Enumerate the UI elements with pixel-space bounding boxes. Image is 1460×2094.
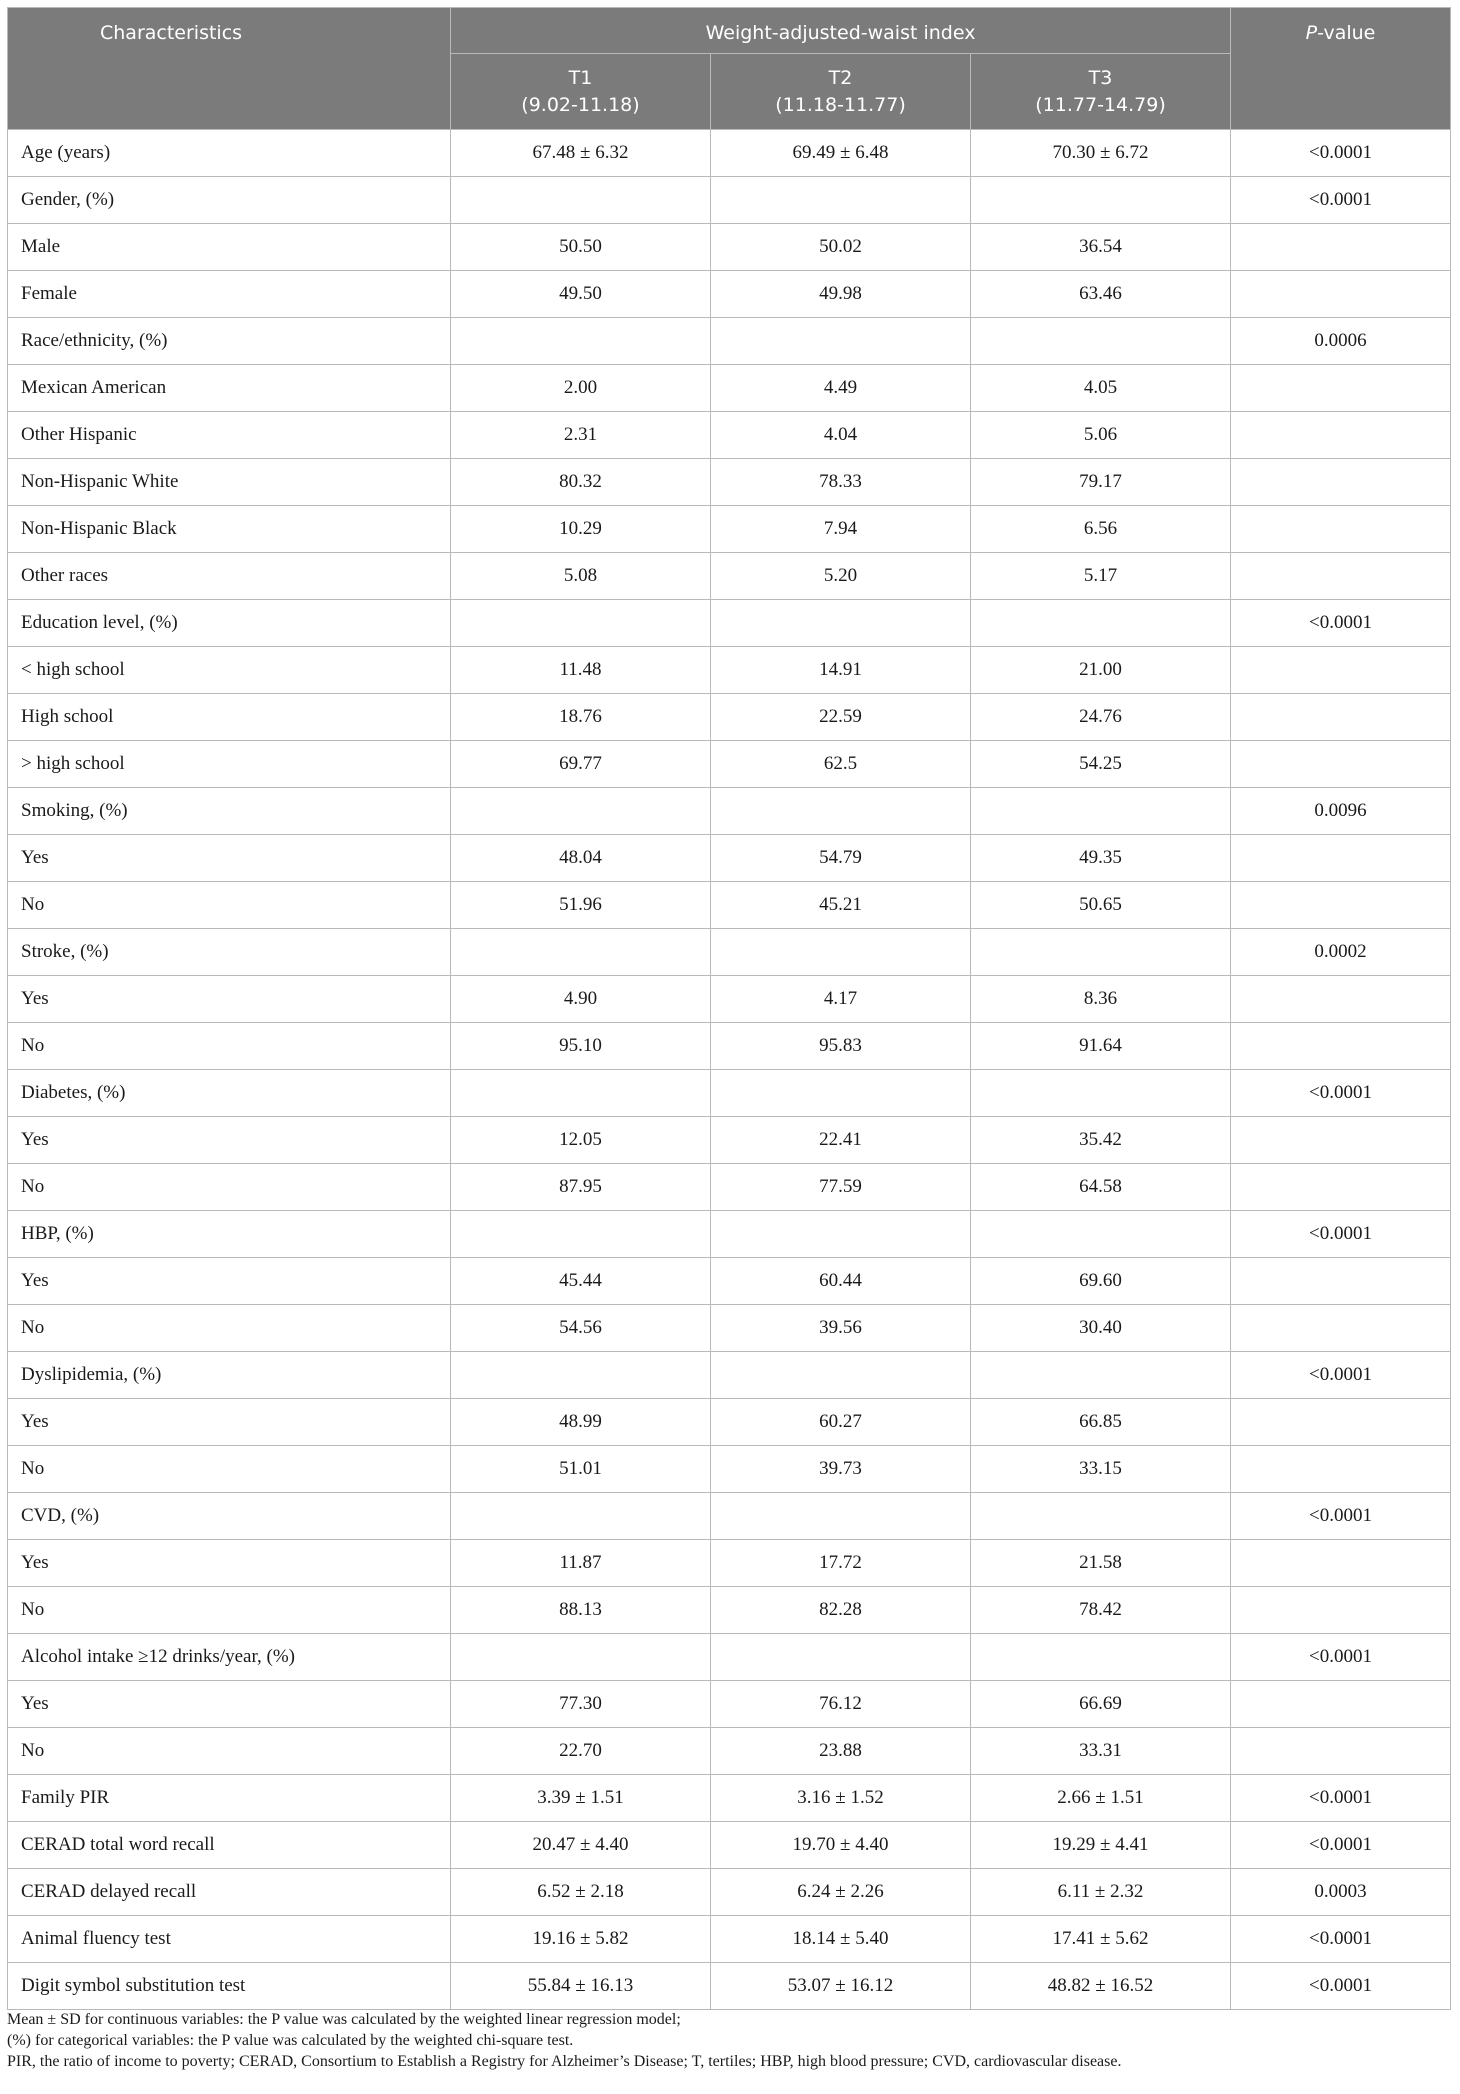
cell-t3: 50.65 [971,882,1231,929]
row-label: No [8,1164,451,1211]
cell-t1: 5.08 [451,553,711,600]
cell-t3: 48.82 ± 16.52 [971,1963,1231,2010]
cell-t1: 2.00 [451,365,711,412]
header-t3 [971,54,1231,130]
cell-t2 [711,600,971,647]
cell-p-value [1231,1728,1451,1775]
cell-t2: 18.14 ± 5.40 [711,1916,971,1963]
row-label: Male [8,224,451,271]
cell-p-value: <0.0001 [1231,1822,1451,1869]
cell-t2: 95.83 [711,1023,971,1070]
table-row [8,130,1451,177]
characteristics-table [7,7,1451,2010]
table-row [8,271,1451,318]
cell-t2: 53.07 ± 16.12 [711,1963,971,2010]
row-label: Non-Hispanic White [8,459,451,506]
cell-t1: 55.84 ± 16.13 [451,1963,711,2010]
row-label: < high school [8,647,451,694]
row-label: No [8,1305,451,1352]
cell-t3: 17.41 ± 5.62 [971,1916,1231,1963]
table-row [8,318,1451,365]
row-label: Digit symbol substitution test [8,1963,451,2010]
cell-t1: 45.44 [451,1258,711,1305]
row-label: Yes [8,1117,451,1164]
cell-t3 [971,318,1231,365]
table-row [8,1634,1451,1681]
cell-t3: 33.15 [971,1446,1231,1493]
cell-t1: 88.13 [451,1587,711,1634]
cell-t2: 82.28 [711,1587,971,1634]
header-p-value [1231,8,1451,130]
cell-t2 [711,177,971,224]
cell-t1: 48.04 [451,835,711,882]
cell-t3: 24.76 [971,694,1231,741]
row-label: No [8,1023,451,1070]
cell-t1 [451,1070,711,1117]
table-row [8,1493,1451,1540]
table-row [8,1822,1451,1869]
cell-t1: 80.32 [451,459,711,506]
table-row [8,741,1451,788]
table-row [8,694,1451,741]
row-label: HBP, (%) [8,1211,451,1258]
table-row [8,1164,1451,1211]
cell-p-value [1231,459,1451,506]
cell-t1 [451,1211,711,1258]
cell-t2 [711,788,971,835]
cell-t3: 79.17 [971,459,1231,506]
cell-p-value: <0.0001 [1231,600,1451,647]
cell-t2: 60.44 [711,1258,971,1305]
cell-p-value [1231,412,1451,459]
cell-t2: 4.49 [711,365,971,412]
table-row [8,365,1451,412]
row-label: Stroke, (%) [8,929,451,976]
row-label: Age (years) [8,130,451,177]
table-row [8,1399,1451,1446]
row-label: Female [8,271,451,318]
cell-t2: 62.5 [711,741,971,788]
cell-t1: 22.70 [451,1728,711,1775]
table-row [8,1916,1451,1963]
cell-t2: 69.49 ± 6.48 [711,130,971,177]
footnote: (%) for categorical variables: the P value was calculated by the weighted chi-square test. [7,2032,574,2049]
row-label: Dyslipidemia, (%) [8,1352,451,1399]
cell-t1: 54.56 [451,1305,711,1352]
cell-p-value: <0.0001 [1231,1634,1451,1681]
cell-t2: 39.73 [711,1446,971,1493]
table-row [8,1446,1451,1493]
row-label: Gender, (%) [8,177,451,224]
table-row [8,1352,1451,1399]
cell-p-value: <0.0001 [1231,177,1451,224]
cell-t3 [971,1493,1231,1540]
cell-t2: 50.02 [711,224,971,271]
cell-t1 [451,929,711,976]
cell-t2: 76.12 [711,1681,971,1728]
cell-t1: 18.76 [451,694,711,741]
row-label: Diabetes, (%) [8,1070,451,1117]
cell-p-value [1231,506,1451,553]
cell-t2 [711,1211,971,1258]
cell-p-value [1231,1164,1451,1211]
cell-p-value [1231,1399,1451,1446]
cell-t3: 6.56 [971,506,1231,553]
cell-p-value: 0.0096 [1231,788,1451,835]
cell-t1: 95.10 [451,1023,711,1070]
row-label: Family PIR [8,1775,451,1822]
cell-t1: 10.29 [451,506,711,553]
cell-p-value: <0.0001 [1231,130,1451,177]
header-t2-name: T2 [828,66,853,89]
row-label: Smoking, (%) [8,788,451,835]
cell-t3: 69.60 [971,1258,1231,1305]
table-row [8,835,1451,882]
table-row [8,1728,1451,1775]
cell-t3 [971,177,1231,224]
header-t1-name: T1 [568,66,593,89]
table-row [8,1070,1451,1117]
cell-t2: 4.04 [711,412,971,459]
cell-t2: 22.41 [711,1117,971,1164]
table-row [8,459,1451,506]
cell-t3: 63.46 [971,271,1231,318]
cell-t3: 5.06 [971,412,1231,459]
cell-t3 [971,788,1231,835]
cell-t2: 78.33 [711,459,971,506]
cell-t2 [711,1634,971,1681]
cell-t1 [451,1634,711,1681]
row-label: Other Hispanic [8,412,451,459]
header-p-letter: P [1305,22,1318,44]
cell-t3: 35.42 [971,1117,1231,1164]
row-label: Non-Hispanic Black [8,506,451,553]
table-row [8,1681,1451,1728]
header-t2-range: (11.18-11.77) [775,93,906,116]
cell-t3: 54.25 [971,741,1231,788]
cell-t2 [711,1352,971,1399]
cell-t1 [451,177,711,224]
row-label: No [8,1728,451,1775]
cell-p-value [1231,882,1451,929]
cell-t2 [711,318,971,365]
row-label: Yes [8,835,451,882]
cell-t2 [711,1070,971,1117]
cell-p-value [1231,741,1451,788]
cell-t1: 87.95 [451,1164,711,1211]
cell-p-value [1231,365,1451,412]
row-label: Mexican American [8,365,451,412]
cell-p-value [1231,1681,1451,1728]
cell-p-value: <0.0001 [1231,1916,1451,1963]
cell-p-value: <0.0001 [1231,1775,1451,1822]
header-t2 [711,54,971,130]
row-label: Yes [8,976,451,1023]
cell-t1 [451,1352,711,1399]
cell-t1 [451,1493,711,1540]
table-row [8,1117,1451,1164]
cell-t3: 21.00 [971,647,1231,694]
row-label: Yes [8,1399,451,1446]
cell-t3: 5.17 [971,553,1231,600]
cell-t1 [451,318,711,365]
cell-p-value: <0.0001 [1231,1352,1451,1399]
table-row [8,412,1451,459]
row-label: Race/ethnicity, (%) [8,318,451,365]
cell-t2: 5.20 [711,553,971,600]
cell-t3: 78.42 [971,1587,1231,1634]
cell-t1 [451,600,711,647]
cell-p-value [1231,1587,1451,1634]
table-row [8,929,1451,976]
cell-t3: 19.29 ± 4.41 [971,1822,1231,1869]
cell-t2: 4.17 [711,976,971,1023]
cell-t2: 7.94 [711,506,971,553]
cell-p-value [1231,271,1451,318]
cell-t3: 33.31 [971,1728,1231,1775]
cell-t1: 12.05 [451,1117,711,1164]
cell-t3: 21.58 [971,1540,1231,1587]
row-label: High school [8,694,451,741]
cell-t1: 6.52 ± 2.18 [451,1869,711,1916]
cell-t3: 64.58 [971,1164,1231,1211]
cell-t3: 36.54 [971,224,1231,271]
cell-t1: 51.96 [451,882,711,929]
cell-t2 [711,1493,971,1540]
row-label: Other races [8,553,451,600]
table-row [8,600,1451,647]
row-label: CVD, (%) [8,1493,451,1540]
header-t3-name: T3 [1088,66,1113,89]
cell-p-value [1231,835,1451,882]
cell-p-value [1231,553,1451,600]
cell-t3: 8.36 [971,976,1231,1023]
row-label: CERAD delayed recall [8,1869,451,1916]
cell-t3: 70.30 ± 6.72 [971,130,1231,177]
header-characteristics: Characteristics [8,8,451,130]
table-row [8,1211,1451,1258]
header-p-suffix: -value [1317,22,1376,44]
cell-t3: 2.66 ± 1.51 [971,1775,1231,1822]
cell-t2: 23.88 [711,1728,971,1775]
cell-t3 [971,1352,1231,1399]
cell-p-value: 0.0002 [1231,929,1451,976]
cell-p-value: 0.0003 [1231,1869,1451,1916]
cell-t1: 19.16 ± 5.82 [451,1916,711,1963]
cell-t1: 77.30 [451,1681,711,1728]
cell-t3 [971,600,1231,647]
cell-t3: 30.40 [971,1305,1231,1352]
cell-p-value [1231,224,1451,271]
cell-p-value: <0.0001 [1231,1211,1451,1258]
cell-t2: 19.70 ± 4.40 [711,1822,971,1869]
cell-p-value: <0.0001 [1231,1963,1451,2010]
table-footnotes [7,2009,1450,2072]
cell-p-value [1231,1446,1451,1493]
cell-t1: 4.90 [451,976,711,1023]
cell-p-value [1231,976,1451,1023]
cell-p-value [1231,1540,1451,1587]
cell-t2: 60.27 [711,1399,971,1446]
header-t1-range: (9.02-11.18) [521,93,640,116]
table-row [8,1869,1451,1916]
row-label: Education level, (%) [8,600,451,647]
row-label: Yes [8,1258,451,1305]
cell-t1: 3.39 ± 1.51 [451,1775,711,1822]
cell-p-value: 0.0006 [1231,318,1451,365]
header-waist-index: Weight-adjusted-waist index [451,8,1231,54]
cell-t2: 39.56 [711,1305,971,1352]
table-row [8,1775,1451,1822]
cell-t3: 66.85 [971,1399,1231,1446]
cell-t1 [451,788,711,835]
cell-p-value [1231,1117,1451,1164]
cell-t3: 49.35 [971,835,1231,882]
table-container [7,7,1450,2010]
table-row [8,224,1451,271]
row-label: > high school [8,741,451,788]
cell-t2: 3.16 ± 1.52 [711,1775,971,1822]
cell-t1: 49.50 [451,271,711,318]
cell-t1: 48.99 [451,1399,711,1446]
table-row [8,976,1451,1023]
row-label: Yes [8,1540,451,1587]
cell-t3: 66.69 [971,1681,1231,1728]
cell-p-value [1231,647,1451,694]
cell-t3 [971,929,1231,976]
cell-t3: 6.11 ± 2.32 [971,1869,1231,1916]
cell-t1: 67.48 ± 6.32 [451,130,711,177]
row-label: No [8,1587,451,1634]
cell-t1: 69.77 [451,741,711,788]
cell-t3: 91.64 [971,1023,1231,1070]
cell-t2: 45.21 [711,882,971,929]
table-row [8,788,1451,835]
table-body [8,130,1451,2010]
cell-t1: 2.31 [451,412,711,459]
header-t3-range: (11.77-14.79) [1035,93,1166,116]
cell-t1: 51.01 [451,1446,711,1493]
cell-t1: 50.50 [451,224,711,271]
cell-t2: 77.59 [711,1164,971,1211]
row-label: Alcohol intake ≥12 drinks/year, (%) [8,1634,451,1681]
footnote: Mean ± SD for continuous variables: the P value was calculated by the weighted linear regression model; [7,2011,681,2028]
cell-t3 [971,1634,1231,1681]
row-label: Animal fluency test [8,1916,451,1963]
cell-t3: 4.05 [971,365,1231,412]
cell-p-value [1231,1305,1451,1352]
cell-t2: 14.91 [711,647,971,694]
table-row [8,1540,1451,1587]
header-t1 [451,54,711,130]
table-row [8,1305,1451,1352]
table-row [8,553,1451,600]
cell-t2: 22.59 [711,694,971,741]
cell-t2: 54.79 [711,835,971,882]
cell-p-value [1231,694,1451,741]
footnote: PIR, the ratio of income to poverty; CERAD, Consortium to Establish a Registry for Alzheimer’s Disease; T, tertiles; HBP, high blood pressure; CVD, cardiovascular disease. [7,2053,1122,2070]
cell-p-value [1231,1258,1451,1305]
cell-t2: 6.24 ± 2.26 [711,1869,971,1916]
table-row [8,506,1451,553]
table-row [8,177,1451,224]
table-row [8,1023,1451,1070]
row-label: No [8,1446,451,1493]
row-label: No [8,882,451,929]
cell-t1: 20.47 ± 4.40 [451,1822,711,1869]
table-row [8,1963,1451,2010]
cell-t1: 11.87 [451,1540,711,1587]
row-label: CERAD total word recall [8,1822,451,1869]
cell-p-value: <0.0001 [1231,1070,1451,1117]
cell-p-value [1231,1023,1451,1070]
table-row [8,1587,1451,1634]
table-row [8,882,1451,929]
cell-t2: 49.98 [711,271,971,318]
cell-t3 [971,1211,1231,1258]
cell-t2: 17.72 [711,1540,971,1587]
cell-t2 [711,929,971,976]
cell-t1: 11.48 [451,647,711,694]
cell-p-value: <0.0001 [1231,1493,1451,1540]
cell-t3 [971,1070,1231,1117]
row-label: Yes [8,1681,451,1728]
table-row [8,647,1451,694]
table-row [8,1258,1451,1305]
